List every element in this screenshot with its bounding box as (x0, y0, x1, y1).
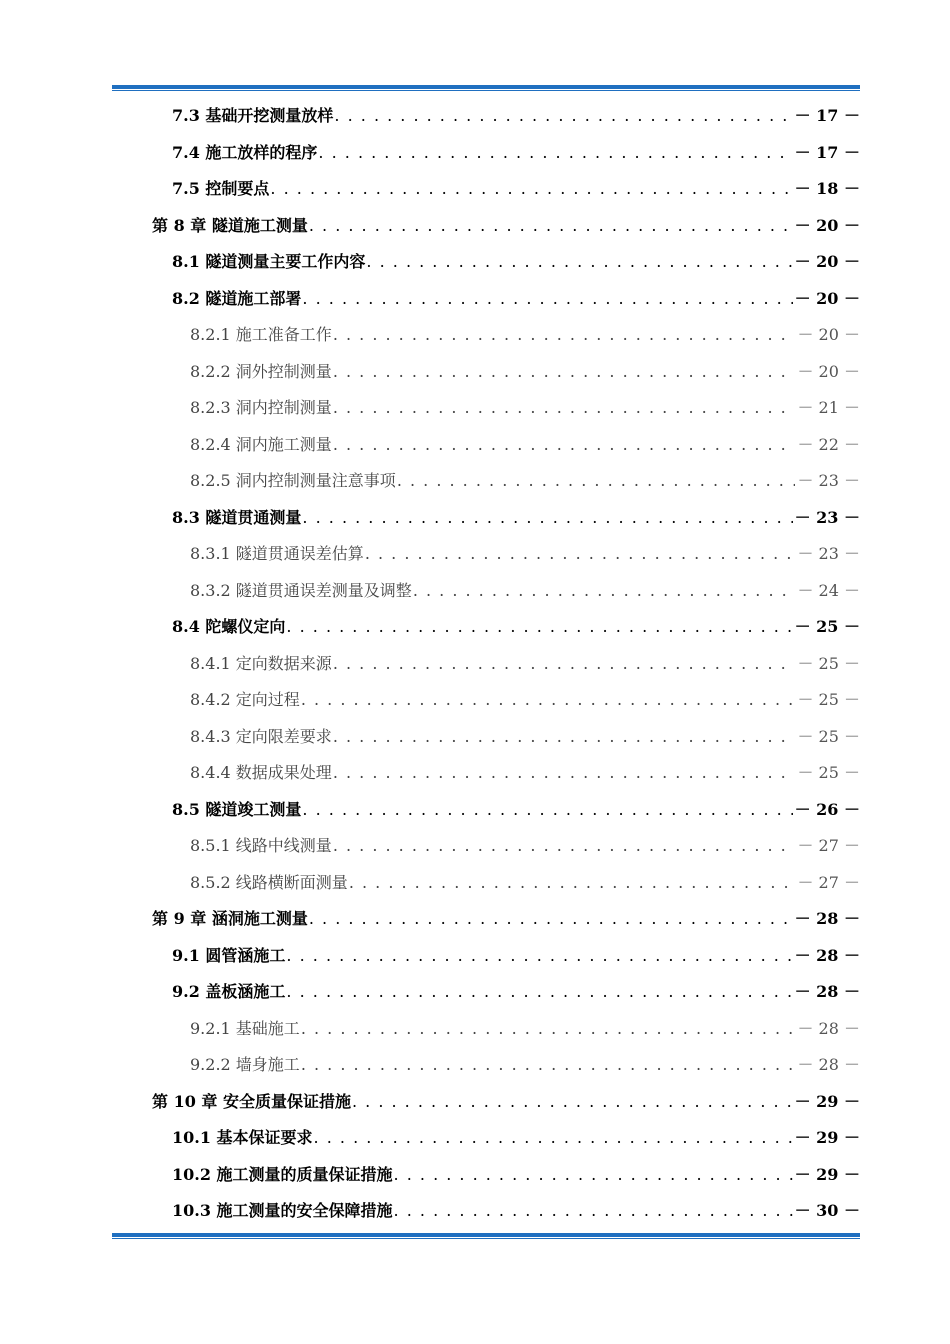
toc-entry[interactable] (172, 1163, 860, 1187)
toc-dot-leader (302, 506, 792, 530)
toc-entry[interactable] (190, 579, 860, 603)
toc-dot-leader (301, 688, 796, 712)
toc-entry-title: 8.4.3 定向限差要求 (190, 726, 332, 746)
toc-page-number: － 28 － (797, 1055, 860, 1074)
toc-page-number: － 25 － (797, 690, 860, 709)
toc-entry-title: 8.4.1 定向数据来源 (190, 653, 332, 673)
toc-dot-leader (301, 1053, 796, 1077)
toc-entry-title: 9.1 圆管涵施工 (172, 945, 286, 965)
toc-entry-title: 8.5.2 线路横断面测量 (190, 872, 348, 892)
toc-entry[interactable] (190, 396, 860, 420)
toc-entry-title: 第 10 章 安全质量保证措施 (152, 1091, 351, 1111)
toc-dot-leader (333, 761, 796, 785)
toc-dot-leader (333, 323, 796, 347)
toc-page-number: － 25 － (797, 763, 860, 782)
toc-entry-title: 8.5.1 线路中线测量 (190, 836, 332, 855)
toc-entry[interactable] (190, 725, 860, 749)
toc-entry[interactable] (172, 980, 860, 1004)
toc-page-number: － 21 － (797, 398, 860, 417)
toc-entry-title: 7.3 基础开挖测量放样 (172, 106, 334, 125)
toc-page-number: － 27 － (797, 836, 860, 855)
toc-entry-title: 8.2.2 洞外控制测量 (190, 361, 332, 381)
toc-dot-leader (394, 1163, 793, 1187)
toc-page-number: － 20 － (797, 361, 860, 381)
toc-entry[interactable] (190, 433, 860, 457)
toc-dot-leader (413, 579, 796, 603)
toc-entry[interactable] (190, 652, 860, 676)
toc-entry[interactable] (190, 761, 860, 785)
toc-entry-title: 8.5 隧道竣工测量 (172, 799, 302, 819)
toc-dot-leader (270, 177, 792, 201)
toc-page-number: － 17 － (794, 106, 860, 125)
toc-entry[interactable] (172, 615, 860, 639)
toc-dot-leader (366, 250, 792, 274)
toc-dot-leader (309, 907, 793, 931)
toc-entry-title: 8.4 陀螺仪定向 (172, 617, 286, 636)
toc-dot-leader (397, 469, 796, 493)
toc-page-number: － 20 － (794, 252, 860, 271)
toc-page-number: － 25 － (797, 726, 860, 746)
toc-dot-leader (286, 615, 792, 639)
toc-entry[interactable] (172, 506, 860, 530)
toc-entry[interactable] (172, 798, 860, 822)
toc-page-number: － 30 － (794, 1201, 860, 1220)
toc-dot-leader (286, 944, 792, 968)
toc-entry-title: 8.2 隧道施工部署 (172, 288, 302, 308)
toc-page-number: － 22 － (797, 434, 860, 454)
toc-dot-leader (286, 980, 792, 1004)
toc-entry[interactable] (152, 214, 860, 238)
toc-dot-leader (302, 287, 792, 311)
header-rule-thin-line (112, 90, 860, 91)
toc-entry[interactable] (190, 360, 860, 384)
toc-entry[interactable] (190, 1053, 860, 1077)
header-rule (112, 85, 860, 92)
toc-entry[interactable] (172, 177, 860, 201)
toc-page-number: － 27 － (797, 872, 860, 892)
toc-entry-title: 7.5 控制要点 (172, 179, 270, 198)
toc-dot-leader (333, 725, 796, 749)
footer-rule-thick-line (112, 1233, 860, 1237)
toc-entry-title: 8.4.2 定向过程 (190, 690, 300, 709)
toc-entry-title: 9.2.2 墙身施工 (190, 1055, 300, 1074)
toc-page-number: － 23 － (797, 471, 860, 490)
toc-entry-title: 9.2.1 基础施工 (190, 1018, 300, 1038)
toc-page-number: － 28 － (794, 982, 860, 1001)
toc-entry-title: 10.1 基本保证要求 (172, 1128, 313, 1147)
toc-entry-title: 8.4.4 数据成果处理 (190, 763, 332, 782)
toc-entry-title: 8.3 隧道贯通测量 (172, 507, 302, 527)
toc-page-number: － 17 － (794, 142, 860, 162)
toc-entry-title: 8.2.3 洞内控制测量 (190, 398, 332, 417)
toc-entry[interactable] (172, 104, 860, 128)
toc-page-number: － 28 － (794, 909, 860, 928)
toc-entry-title: 7.4 施工放样的程序 (172, 142, 318, 162)
header-rule-thick-line (112, 85, 860, 89)
toc-entry[interactable] (152, 1090, 860, 1114)
toc-dot-leader (333, 360, 796, 384)
toc-dot-leader (394, 1199, 793, 1223)
toc-entry[interactable] (172, 250, 860, 274)
toc-page-number: － 18 － (794, 179, 860, 198)
toc-entry-title: 第 9 章 涵洞施工测量 (152, 909, 308, 928)
toc-page-number: － 28 － (794, 945, 860, 965)
toc-entry[interactable] (172, 944, 860, 968)
toc-dot-leader (301, 1017, 796, 1041)
toc-page-number: － 29 － (794, 1128, 860, 1147)
toc-entry[interactable] (190, 1017, 860, 1041)
toc-dot-leader (333, 433, 796, 457)
toc-entry-title: 8.1 隧道测量主要工作内容 (172, 252, 366, 271)
toc-page-number: － 20 － (794, 215, 860, 235)
toc-entry[interactable] (172, 1199, 860, 1223)
toc-dot-leader (352, 1090, 793, 1114)
footer-rule (112, 1233, 860, 1240)
toc-page-number: － 29 － (794, 1164, 860, 1184)
toc-entry-title: 8.3.2 隧道贯通误差测量及调整 (190, 580, 412, 600)
toc-entry[interactable] (190, 871, 860, 895)
toc-entry-title: 8.3.1 隧道贯通误差估算 (190, 544, 364, 563)
toc-entry[interactable] (190, 542, 860, 566)
toc-entry-title: 8.2.1 施工准备工作 (190, 325, 332, 344)
toc-page-number: － 20 － (797, 325, 860, 344)
toc-entry-title: 第 8 章 隧道施工测量 (152, 215, 308, 235)
toc-page-number: － 23 － (794, 507, 860, 527)
toc-dot-leader (333, 396, 796, 420)
toc-page-number: － 26 － (794, 799, 860, 819)
toc-dot-leader (314, 1126, 793, 1150)
toc-entry[interactable] (152, 907, 860, 931)
toc-page-number: － 28 － (797, 1018, 860, 1038)
toc-entry-title: 9.2 盖板涵施工 (172, 982, 286, 1001)
toc-dot-leader (333, 834, 796, 858)
toc-dot-leader (333, 652, 796, 676)
toc-entry[interactable] (190, 688, 860, 712)
footer-rule-thin-line (112, 1238, 860, 1239)
toc-entry[interactable] (172, 287, 860, 311)
toc-dot-leader (318, 141, 792, 165)
toc-entry[interactable] (190, 834, 860, 858)
toc-entry-title: 10.2 施工测量的质量保证措施 (172, 1164, 393, 1184)
toc-entry[interactable] (172, 1126, 860, 1150)
toc-page-number: － 25 － (794, 617, 860, 636)
toc-entry-title: 8.2.4 洞内施工测量 (190, 434, 332, 454)
toc-entry[interactable] (190, 469, 860, 493)
toc-entry[interactable] (190, 323, 860, 347)
toc-entry-title: 10.3 施工测量的安全保障措施 (172, 1201, 393, 1220)
toc-entry-title: 8.2.5 洞内控制测量注意事项 (190, 471, 396, 490)
toc-page-number: － 25 － (797, 653, 860, 673)
toc-dot-leader (302, 798, 792, 822)
toc-dot-leader (334, 104, 792, 128)
toc-dot-leader (349, 871, 796, 895)
toc-page-number: － 24 － (797, 580, 860, 600)
toc-entry[interactable] (172, 141, 860, 165)
toc-page-number: － 23 － (797, 544, 860, 563)
toc-dot-leader (309, 214, 793, 238)
toc-dot-leader (365, 542, 796, 566)
toc-page-number: － 29 － (794, 1091, 860, 1111)
toc-page-number: － 20 － (794, 288, 860, 308)
